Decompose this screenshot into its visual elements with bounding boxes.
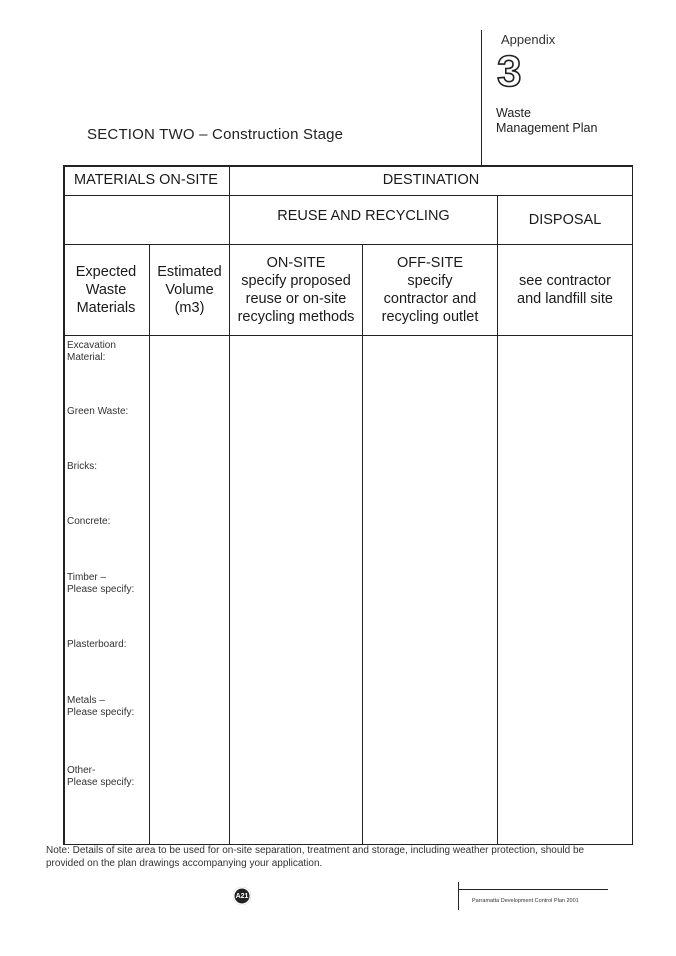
row-label-bricks: Bricks: [67, 461, 97, 472]
appendix-divider [481, 30, 482, 166]
waste-form-table [63, 165, 633, 845]
appendix-title [496, 106, 597, 136]
row-label-other: Other- Please specify: [67, 765, 135, 788]
appendix-title-line2: Management Plan [496, 121, 598, 135]
footer-divider-vertical [458, 882, 459, 910]
footer-credit: Parramatta Development Control Plan 2001 [472, 898, 579, 904]
page-seal-icon: A21 [233, 887, 251, 905]
row-label-plasterboard: Plasterboard: [67, 639, 127, 650]
row-label-metals: Metals – Please specify: [67, 695, 135, 718]
offsite-header: OFF-SITE specify contractor and recycling outlet [381, 255, 479, 325]
footnote-line2: provided on the plan drawings accompanying your application. [46, 858, 323, 869]
row-label-concrete: Concrete: [67, 516, 111, 527]
footnote [46, 844, 616, 870]
appendix-label: Appendix [501, 32, 556, 47]
estimated-volume-header: Estimated Volume (m3) [157, 264, 222, 316]
row-label-green-waste: Green Waste: [67, 406, 129, 417]
section-heading: SECTION TWO – Construction Stage [87, 126, 344, 143]
expected-waste-header: Expected Waste Materials [75, 264, 137, 316]
materials-onsite-header: MATERIALS ON-SITE [74, 172, 218, 188]
appendix-number: 3 [497, 47, 522, 96]
onsite-header: ON-SITE specify proposed reuse or on-site recycling methods [237, 255, 355, 325]
footer-divider-horizontal [458, 889, 608, 890]
row-label-excavation: Excavation Material: [67, 340, 116, 363]
row-label-timber: Timber – Please specify: [67, 572, 135, 595]
appendix-title-line1: Waste [496, 106, 531, 120]
reuse-recycling-header: REUSE AND RECYCLING [277, 208, 450, 224]
disposal-column-header: see contractor and landfill site [517, 273, 613, 307]
destination-header: DESTINATION [382, 172, 480, 188]
disposal-header: DISPOSAL [528, 212, 602, 228]
footnote-line1: Note: Details of site area to be used for on-site separation, treatment and storage, including weather protection, should be [46, 845, 585, 856]
